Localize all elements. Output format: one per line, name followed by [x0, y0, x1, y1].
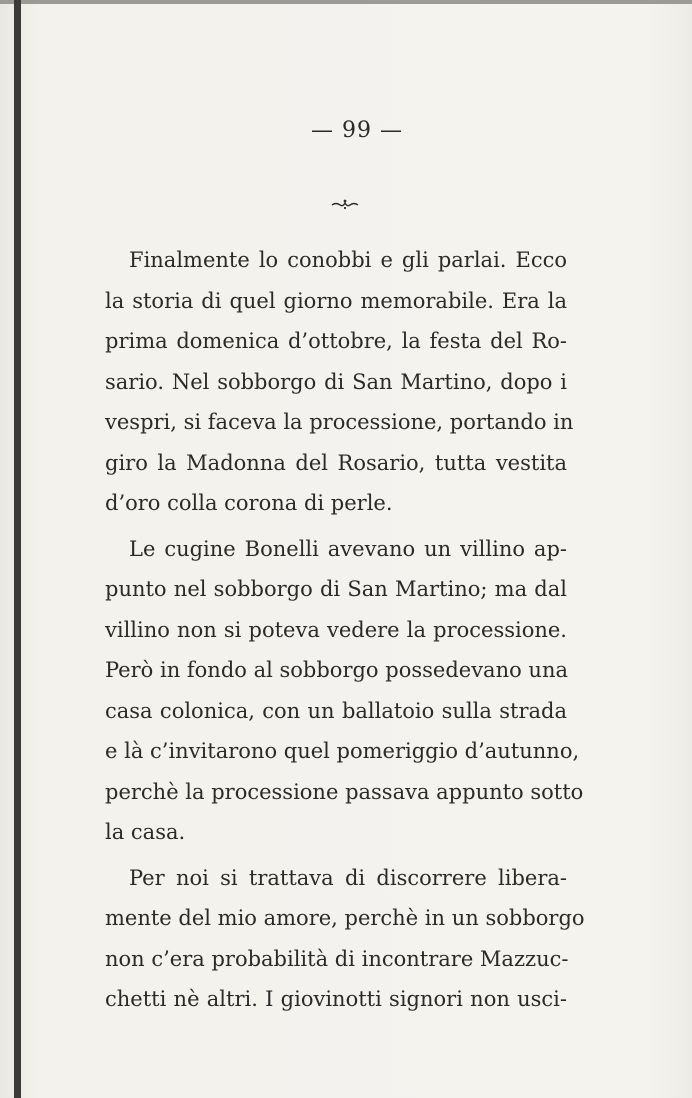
book-spine-shadow — [14, 0, 21, 1098]
text-line: punto nel sobborgo di San Martino; ma dal — [105, 577, 567, 601]
text-line: chetti nè altri. I giovinotti signori non usci- — [105, 987, 567, 1011]
paragraph-1 — [105, 240, 574, 524]
text-line: vespri, si faceva la processione, portando in — [105, 410, 574, 434]
text-line: casa colonica, con un ballatoio sulla strada — [105, 698, 567, 723]
text-line: villino non si poteva vedere la processione. — [105, 617, 567, 642]
text-line: giro la Madonna del Rosario, tutta vestita — [105, 450, 567, 475]
page-number — [0, 118, 692, 143]
text-line: e là c’invitarono quel pomeriggio d’autunno, — [105, 739, 580, 763]
text-line: la storia di quel giorno memorabile. Era la — [105, 288, 567, 313]
text-line: Finalmente lo conobbi e gli parlai. Ecco — [129, 248, 567, 272]
text-line: Però in fondo al sobborgo possedevano una — [105, 658, 568, 682]
body-text — [105, 240, 585, 1020]
ornament-flourish-icon — [330, 196, 360, 212]
text-line: Per noi si trattava di discorrere libera- — [129, 865, 567, 890]
text-line: d’oro colla corona di perle. — [105, 491, 393, 515]
text-line: perchè la processione passava appunto sotto — [105, 779, 584, 804]
paragraph-3 — [105, 858, 585, 1020]
text-line: prima domenica d’ottobre, la festa del Ro- — [105, 329, 567, 353]
text-line: mente del mio amore, perchè in un sobborgo — [105, 906, 585, 930]
page-number-text: — 99 — — [311, 118, 403, 143]
page-top-edge — [0, 0, 692, 4]
text-line: Le cugine Bonelli avevano un villino ap- — [129, 536, 567, 561]
text-line: la casa. — [105, 820, 186, 844]
text-line: sario. Nel sobborgo di San Martino, dopo i — [105, 369, 567, 394]
paragraph-2 — [105, 529, 584, 853]
text-line: non c’era probabilità di incontrare Mazzuc- — [105, 946, 569, 971]
